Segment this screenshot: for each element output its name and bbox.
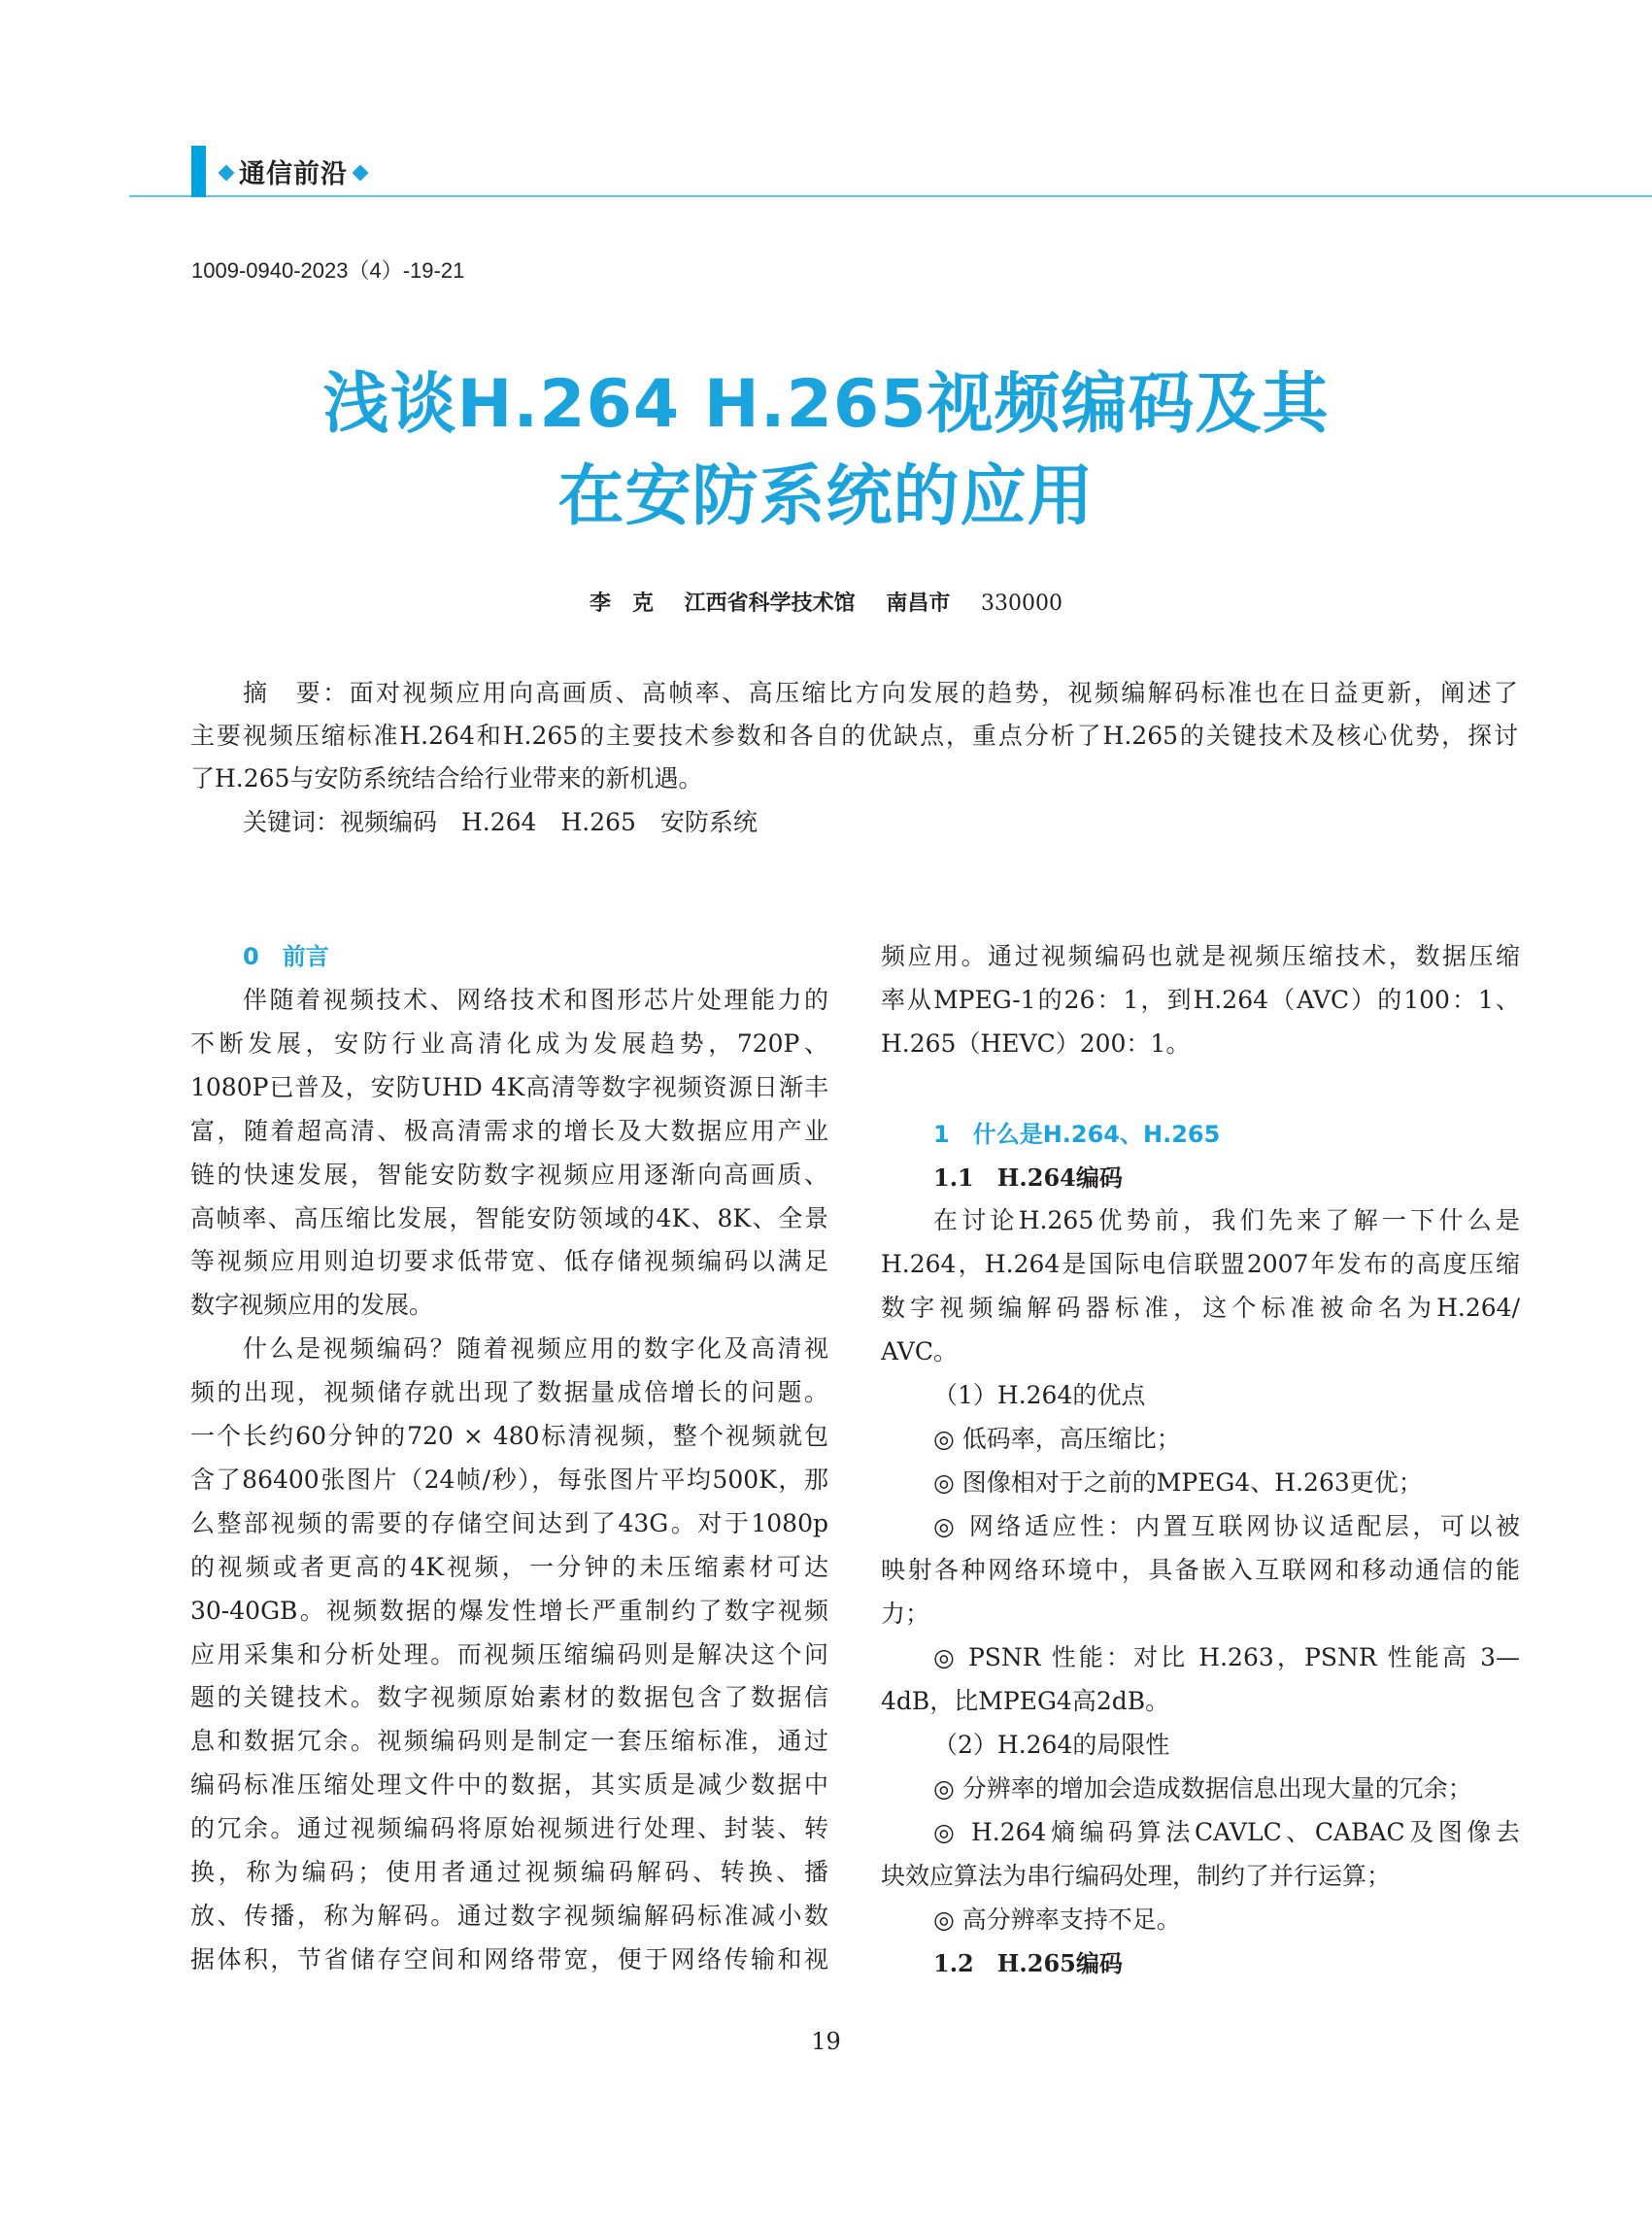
paragraph-line: 息和数据冗余。视频编码则是制定一套压缩标准，通过 (190, 1727, 828, 1756)
header-accent-bar (191, 146, 206, 197)
paragraph-line: 等视频应用则迫切要求低带宽、低存储视频编码以满足 (190, 1247, 828, 1276)
abstract-line: 摘 要：面对视频应用向高画质、高帧率、高压缩比方向发展的趋势，视频编解码标准也在日益更新，阐述了 (243, 679, 1518, 707)
paragraph-line: （1）H.264的优点 (933, 1381, 1146, 1409)
paragraph-line: 数字视频应用的发展。 (190, 1291, 434, 1320)
paragraph-line: 率从MPEG-1的26：1，到H.264（AVC）的100：1、 (881, 986, 1520, 1014)
section-heading-1: 1 什么是H.264、H.265 (933, 1121, 1221, 1148)
paragraph-line: 高帧率、高压缩比发展，智能安防领域的4K、8K、全景 (190, 1203, 828, 1232)
paragraph-line: 1080P已普及，安防UHD 4K高清等数字视频资源日渐丰 (190, 1072, 828, 1101)
paragraph-line: 在讨论H.265优势前，我们先来了解一下什么是 (933, 1206, 1520, 1234)
author-line (0, 587, 1652, 617)
section-heading-intro: 0 前言 (243, 943, 329, 970)
paragraph-line: 30-40GB。视频数据的爆发性增长严重制约了数字视频 (190, 1596, 828, 1625)
paragraph-line: 映射各种网络环境中，具备嵌入互联网和移动通信的能 (881, 1556, 1520, 1584)
paragraph-line: 放、传播，称为解码。通过数字视频编解码标准减小数 (190, 1901, 828, 1930)
paragraph-line: ◎ PSNR 性能：对比 H.263，PSNR 性能高 3— (933, 1643, 1520, 1671)
paragraph-line: 一个长约60分钟的720 × 480标清视频，整个视频就包 (190, 1422, 828, 1450)
paragraph-line: 题的关键技术。数字视频原始素材的数据包含了数据信 (190, 1683, 828, 1712)
paragraph-line: 链的快速发展，智能安防数字视频应用逐渐向高画质、 (190, 1160, 828, 1189)
author-name: 李 克 (589, 590, 654, 616)
paragraph-line: 伴随着视频技术、网络技术和图形芯片处理能力的 (243, 986, 828, 1014)
abstract-line: 了H.265与安防系统结合给行业带来的新机遇。 (190, 764, 703, 792)
author-city: 南昌市 (886, 590, 951, 616)
paragraph-line: 4dB，比MPEG4高2dB。 (881, 1687, 1170, 1715)
paragraph-line: 不断发展，安防行业高清化成为发展趋势，720P、 (190, 1028, 828, 1058)
article-title-line-2: 在安防系统的应用 (557, 458, 1095, 535)
author-affiliation: 江西省科学技术馆 (684, 590, 856, 616)
article-title-line-1: 浅谈H.264 H.265视频编码及其 (322, 366, 1330, 443)
paragraph-line: 应用采集和分析处理。而视频压缩编码则是解决这个问 (190, 1639, 828, 1669)
paragraph-line: ◎ 网络适应性：内置互联网协议适配层，可以被 (933, 1512, 1520, 1540)
paragraph-line: H.264，H.264是国际电信联盟2007年发布的高度压缩 (881, 1250, 1520, 1278)
paragraph-line: ◎ H.264熵编码算法CAVLC、CABAC及图像去 (933, 1818, 1520, 1846)
paragraph-line: 频应用。通过视频编码也就是视频压缩技术，数据压缩 (881, 942, 1520, 970)
paragraph-line: 的冗余。通过视频编码将原始视频进行处理、封装、转 (190, 1814, 828, 1843)
paragraph-line: 频的出现，视频储存就出现了数据量成倍增长的问题。 (190, 1378, 828, 1407)
paragraph-line: 力； (881, 1600, 930, 1628)
subsection-heading-1-2: 1.2 H.265编码 (933, 1949, 1123, 1977)
paragraph-line: ◎ 低码率，高压缩比； (933, 1425, 1181, 1453)
paragraph-line: ◎ 分辨率的增加会造成数据信息出现大量的冗余； (933, 1774, 1472, 1803)
paragraph-line: 编码标准压缩处理文件中的数据，其实质是减少数据中 (190, 1770, 828, 1800)
author-postcode: 330000 (981, 591, 1063, 616)
paragraph-line: 什么是视频编码？随着视频应用的数字化及高清视 (243, 1334, 828, 1364)
paragraph-line: AVC。 (881, 1337, 958, 1365)
paragraph-line: 换，称为编码；使用者通过视频编码解码、转换、播 (190, 1858, 828, 1886)
diamond-icon (353, 164, 369, 181)
paragraph-line: 据体积，节省储存空间和网络带宽，便于网络传输和视 (190, 1944, 828, 1973)
paragraph-line: 含了86400张图片（24帧/秒），每张图片平均500K，那 (190, 1465, 828, 1494)
paragraph-line: 么整部视频的需要的存储空间达到了43G。对于1080p (190, 1508, 828, 1537)
paragraph-line: （2）H.264的局限性 (933, 1731, 1170, 1759)
keywords-line: 关键词：视频编码 H.264 H.265 安防系统 (243, 808, 758, 836)
header-rule (129, 195, 1652, 197)
paragraph-line: ◎ 高分辨率支持不足。 (933, 1905, 1181, 1934)
section-label: 通信前沿 (239, 159, 348, 189)
paragraph-line: 的视频或者更高的4K视频，一分钟的未压缩素材可达 (190, 1552, 828, 1581)
page-number: 19 (811, 2028, 841, 2055)
paragraph-line: 块效应算法为串行编码处理，制约了并行运算； (881, 1862, 1392, 1890)
diamond-icon (219, 164, 235, 181)
subsection-heading-1-1: 1.1 H.264编码 (933, 1163, 1123, 1192)
section-header (214, 155, 373, 194)
paragraph-line: 数字视频编解码器标准，这个标准被命名为H.264/ (881, 1294, 1520, 1322)
paragraph-line: ◎ 图像相对于之前的MPEG4、H.263更优； (933, 1468, 1423, 1497)
document-id: 1009-0940-2023（4）-19-21 (191, 258, 465, 283)
paragraph-line: 富，随着超高清、极高清需求的增长及大数据应用产业 (190, 1116, 828, 1145)
paragraph-line: H.265（HEVC）200：1。 (881, 1029, 1191, 1058)
abstract-line: 主要视频压缩标准H.264和H.265的主要技术参数和各自的优缺点，重点分析了H.265的关键技术及核心优势，探讨 (190, 722, 1518, 750)
